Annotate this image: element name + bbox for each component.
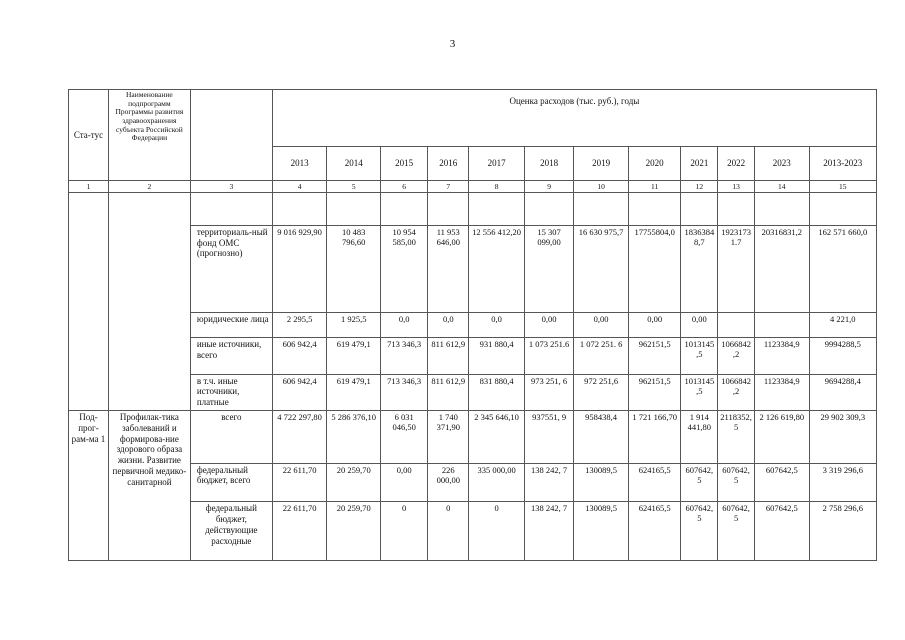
status-cell-empty <box>69 193 109 411</box>
value-cell: 162 571 660,0 <box>809 225 876 312</box>
value-cell: 19231731.7 <box>718 225 755 312</box>
source-label: территориаль-ный фонд ОМС (прогнозно) <box>190 225 272 312</box>
year-header: 2013-2023 <box>809 146 876 180</box>
column-index: 11 <box>628 181 681 193</box>
value-cell: 22 611,70 <box>272 463 327 501</box>
header-status: Ста-тус <box>69 90 109 181</box>
value-cell: 0,0 <box>428 312 469 337</box>
table-row <box>69 374 877 410</box>
year-header: 2022 <box>718 146 755 180</box>
value-cell: 2118352,5 <box>718 411 755 464</box>
column-index: 2 <box>108 181 190 193</box>
value-cell: 607642, 5 <box>718 502 755 561</box>
value-cell <box>272 193 327 225</box>
value-cell: 624165,5 <box>628 502 681 561</box>
value-cell: 606 942,4 <box>272 374 327 410</box>
value-cell: 0 <box>428 502 469 561</box>
table-row <box>69 312 877 337</box>
value-cell: 130089,5 <box>574 463 629 501</box>
value-cell: 1123384,9 <box>754 374 809 410</box>
value-cell <box>681 193 718 225</box>
value-cell: 973 251, 6 <box>524 374 573 410</box>
year-header: 2018 <box>524 146 573 180</box>
value-cell: 11 953 646,00 <box>428 225 469 312</box>
value-cell: 29 902 309,3 <box>809 411 876 464</box>
value-cell: 3 319 296,6 <box>809 463 876 501</box>
value-cell <box>524 193 573 225</box>
value-cell <box>809 193 876 225</box>
source-label: иные источники, всего <box>190 338 272 374</box>
value-cell: 0 <box>469 502 525 561</box>
year-header: 2015 <box>381 146 428 180</box>
column-index: 4 <box>272 181 327 193</box>
value-cell: 138 242, 7 <box>524 502 573 561</box>
year-header: 2014 <box>327 146 381 180</box>
column-index: 10 <box>574 181 629 193</box>
value-cell: 811 612,9 <box>428 374 469 410</box>
value-cell: 1 925,5 <box>327 312 381 337</box>
table-row <box>69 193 877 225</box>
column-index: 12 <box>681 181 718 193</box>
value-cell <box>754 193 809 225</box>
column-index: 3 <box>190 181 272 193</box>
value-cell <box>718 193 755 225</box>
source-label: федеральный бюджет, действующие расходные <box>190 502 272 561</box>
value-cell: 2 126 619,80 <box>754 411 809 464</box>
value-cell: 713 346,3 <box>381 338 428 374</box>
value-cell: 972 251,6 <box>574 374 629 410</box>
value-cell: 713 346,3 <box>381 374 428 410</box>
value-cell: 1 072 251. 6 <box>574 338 629 374</box>
value-cell <box>469 193 525 225</box>
value-cell: 4 221,0 <box>809 312 876 337</box>
value-cell: 1066842,2 <box>718 338 755 374</box>
value-cell: 0,00 <box>628 312 681 337</box>
value-cell: 20316831,2 <box>754 225 809 312</box>
value-cell: 16 630 975,7 <box>574 225 629 312</box>
value-cell: 20 259,70 <box>327 463 381 501</box>
value-cell <box>574 193 629 225</box>
value-cell: 138 242, 7 <box>524 463 573 501</box>
name-cell-empty <box>108 193 190 411</box>
value-cell: 10 483 796,60 <box>327 225 381 312</box>
value-cell: 12 556 412,20 <box>469 225 525 312</box>
year-header: 2016 <box>428 146 469 180</box>
source-label: федеральный бюджет, всего <box>190 463 272 501</box>
value-cell: 937551, 9 <box>524 411 573 464</box>
column-index: 1 <box>69 181 109 193</box>
header-name: Наименование подпрограмм Программы развития здравоохранения субъекта Российской Федерации <box>108 90 190 181</box>
value-cell: 130089,5 <box>574 502 629 561</box>
year-header: 2023 <box>754 146 809 180</box>
value-cell: 2 758 296,6 <box>809 502 876 561</box>
budget-table <box>68 89 877 561</box>
year-header: 2020 <box>628 146 681 180</box>
value-cell: 0 <box>381 502 428 561</box>
value-cell: 1066842,2 <box>718 374 755 410</box>
value-cell: 607642, 5 <box>718 463 755 501</box>
value-cell: 1 721 166,70 <box>628 411 681 464</box>
value-cell <box>428 193 469 225</box>
header-source <box>190 90 272 181</box>
value-cell: 2 295,5 <box>272 312 327 337</box>
column-index: 7 <box>428 181 469 193</box>
table-row <box>69 338 877 374</box>
value-cell: 0,0 <box>469 312 525 337</box>
value-cell: 811 612,9 <box>428 338 469 374</box>
value-cell: 18363848,7 <box>681 225 718 312</box>
value-cell <box>718 312 755 337</box>
column-index: 14 <box>754 181 809 193</box>
subprogram-name: Профилак-тика заболеваний и формирова-ние здорового образа жизни. Развитие первичной медико-санитарной <box>108 411 190 561</box>
value-cell <box>381 193 428 225</box>
source-label: всего <box>190 411 272 464</box>
value-cell: 962151,5 <box>628 338 681 374</box>
table-row <box>69 502 877 561</box>
value-cell: 17755804,0 <box>628 225 681 312</box>
value-cell: 962151,5 <box>628 374 681 410</box>
source-label <box>190 193 272 225</box>
value-cell: 607642, 5 <box>681 463 718 501</box>
column-index: 6 <box>381 181 428 193</box>
value-cell: 1013145,5 <box>681 338 718 374</box>
value-cell: 4 722 297,80 <box>272 411 327 464</box>
value-cell <box>628 193 681 225</box>
value-cell: 1 740 371,90 <box>428 411 469 464</box>
header-estimate: Оценка расходов (тыс. руб.), годы <box>272 90 876 147</box>
value-cell: 10 954 585,00 <box>381 225 428 312</box>
value-cell: 624165,5 <box>628 463 681 501</box>
value-cell: 0,0 <box>381 312 428 337</box>
value-cell: 619 479,1 <box>327 374 381 410</box>
year-header: 2019 <box>574 146 629 180</box>
value-cell: 1 914 441,80 <box>681 411 718 464</box>
value-cell: 606 942,4 <box>272 338 327 374</box>
year-header: 2021 <box>681 146 718 180</box>
source-label: в т.ч. иные источники, платные <box>190 374 272 410</box>
value-cell: 607642,5 <box>754 463 809 501</box>
value-cell: 958438,4 <box>574 411 629 464</box>
column-index: 5 <box>327 181 381 193</box>
value-cell: 9694288,4 <box>809 374 876 410</box>
value-cell: 9994288,5 <box>809 338 876 374</box>
value-cell <box>754 312 809 337</box>
value-cell: 0,00 <box>681 312 718 337</box>
value-cell: 9 016 929,90 <box>272 225 327 312</box>
value-cell: 0,00 <box>524 312 573 337</box>
value-cell: 22 611,70 <box>272 502 327 561</box>
column-index: 13 <box>718 181 755 193</box>
column-index: 8 <box>469 181 525 193</box>
value-cell: 1013145,5 <box>681 374 718 410</box>
value-cell: 1123384,9 <box>754 338 809 374</box>
value-cell: 0,00 <box>574 312 629 337</box>
value-cell: 15 307 099,00 <box>524 225 573 312</box>
value-cell: 619 479,1 <box>327 338 381 374</box>
value-cell: 5 286 376,10 <box>327 411 381 464</box>
value-cell: 1 073 251.6 <box>524 338 573 374</box>
subprogram-status: Под-прог-рам-ма 1 <box>69 411 109 561</box>
value-cell: 607642,5 <box>754 502 809 561</box>
column-index: 9 <box>524 181 573 193</box>
value-cell: 335 000,00 <box>469 463 525 501</box>
table-row <box>69 225 877 312</box>
column-index: 15 <box>809 181 876 193</box>
source-label: юридические лица <box>190 312 272 337</box>
value-cell: 0,00 <box>381 463 428 501</box>
table-row <box>69 411 877 464</box>
table-row <box>69 463 877 501</box>
page-number: 3 <box>449 38 456 50</box>
value-cell: 931 880,4 <box>469 338 525 374</box>
value-cell: 831 880,4 <box>469 374 525 410</box>
year-header: 2013 <box>272 146 327 180</box>
value-cell: 6 031 046,50 <box>381 411 428 464</box>
value-cell: 20 259,70 <box>327 502 381 561</box>
value-cell <box>327 193 381 225</box>
value-cell: 2 345 646,10 <box>469 411 525 464</box>
value-cell: 226 000,00 <box>428 463 469 501</box>
value-cell: 607642, 5 <box>681 502 718 561</box>
year-header: 2017 <box>469 146 525 180</box>
